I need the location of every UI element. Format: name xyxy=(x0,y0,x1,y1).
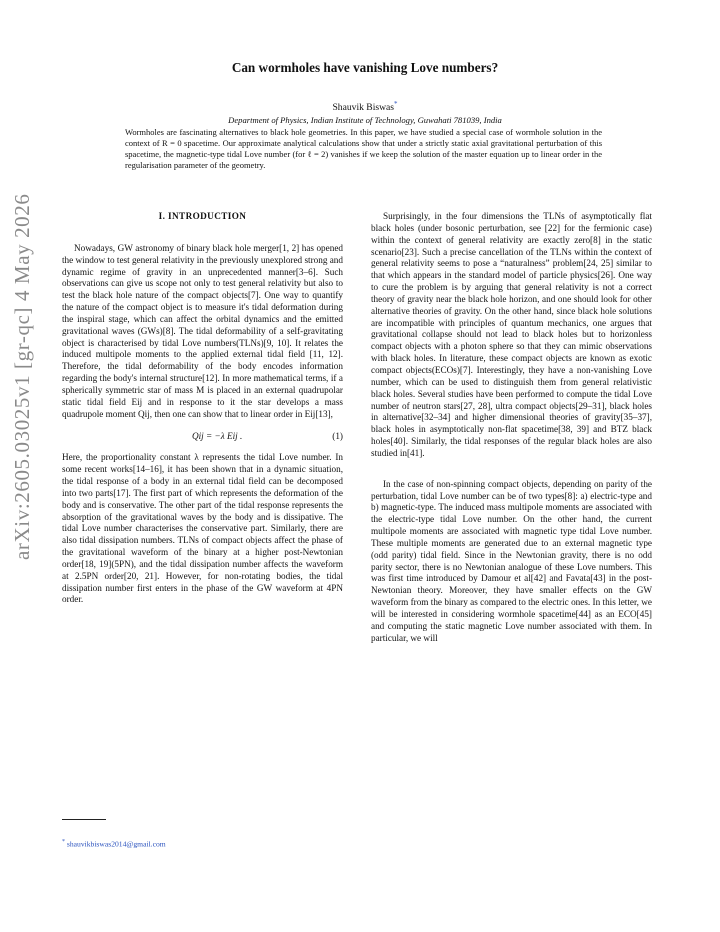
footnote xyxy=(62,839,166,849)
equation-1 xyxy=(62,431,343,443)
footnote-rule xyxy=(62,819,106,820)
intro-paragraph-2: Here, the proportionality constant λ represents the tidal Love number. In some recent works[14–16], it has been shown that in a dynamic situation, the tidal response of a body in an external tidal field can be decomposed into two parts[17]. The first part of which represents the deformation of the body and is conservative. The other part of the tidal response represents the absorption of the gravitational waves by the body and is dissipative. The tidal Love number characterises the conservative part. Similarly, there are also tidal dissipation numbers. TLNs of compact objects affect the phase of the gravitational waveform of the binary at a higher post-Newtonian order[18, 19](5PN), and the tidal dissipation number affects the waveform at 2.5PN order[20, 21]. However, for non-rotating bodies, the tidal dissipation number first enters in the phase of the GW waveform at 4PN order. xyxy=(62,452,343,605)
intro-paragraph-3: Surprisingly, in the four dimensions the TLNs of asymptotically flat black holes (under bosonic perturbation, see [22] for the fermionic case) within the context of general relativity are exactly zero[8] in the static scenario[23]. Such a precise cancellation of the TLNs within the context of general relativity seems to pose a “naturalness” problem[24, 25] similar to that which appears in the standard model of particle physics[26]. One way to cure the problem is by arguing that general relativity is not a correct theory of gravity near the black hole horizon, and one should look for other alternative theories of gravity. On the other hand, since black hole solutions are incompatible with principles of quantum mechanics, one argues that gravitational collapse should not lead to black holes but to horizonless compact objects with a photon sphere so that they can mimic observations with black holes. In literature, these compact objects are known as exotic compact objects(ECOs)[7]. Interestingly, they have a non-vanishing Love number, which can be used to distinguish them from general relativistic black holes. Several studies have been performed to compute the tidal Love number of neutron stars[27, 28], ultra compact objects[29–31], black holes in alternative[32–34] and higher dimensional theories of gravity[35–37], black holes in asymptotically non-flat spacetime[38, 39] and BTZ black holes[40]. Similarly, the tidal responses of the regular black holes are also studied in[41]. xyxy=(371,211,652,458)
section-heading: I. INTRODUCTION xyxy=(158,211,247,221)
paragraph-gap xyxy=(371,460,652,479)
intro-paragraph-1: Nowadays, GW astronomy of binary black hole merger[1, 2] has opened the window to test general relativity in the previously unexplored strong and dynamic regime of gravity in an unprecedented manner[3–6]. Such observations can give us scope not only to test general relativity but also to test the black hole nature of the compact objects[7]. One way to quantify the nature of the compact object is to measure it's tidal deformation during the inspiral stage, which can affect the orbital dynamics and the emitted gravitational waves (GWs)[8]. The tidal deformability of a self-gravitating object is characterised by tidal Love numbers(TLNs)[9, 10]. It relates the induced multipole moments to the applied external tidal field [11, 12]. Therefore, the tidal deformability of the body encodes information regarding the body's internal structure[12]. In more mathematical terms, if a spherically symmetric star of mass M is placed in an external quadrupolar static tidal field Eij and in response to it the star develops a mass quadrupole moment Qij, then one can show that to linear order in Eij[13], xyxy=(62,242,343,419)
abstract: Wormholes are fascinating alternatives to black hole geometries. In this paper, we have studied a special case of wormhole solution in the context of R = 0 spacetime. Our approximate analytical calculations show that under a strictly static axial gravitational perturbation of this spacetime, the magnetic-type tidal Love number (for ℓ = 2) vanishes if we keep the solution of the master equation up to linear order in the regularisation parameter of the geometry. xyxy=(125,127,602,170)
arxiv-identifier[interactable]: arXiv:2605.03025v1 [gr-qc] 4 May 2026 xyxy=(10,193,34,560)
equation-body: Qij = −λ Eij . xyxy=(191,430,243,441)
author-email-link[interactable]: shauvikbiswas2014@gmail.com xyxy=(66,839,166,849)
paper-header xyxy=(100,60,630,125)
affiliation: Department of Physics, Indian Institute of Technology, Guwahati 781039, India xyxy=(228,115,502,126)
author-footnote-mark[interactable]: * xyxy=(394,100,398,108)
footnote-mark: * xyxy=(62,839,65,845)
right-column xyxy=(371,211,652,645)
author-name: Shauvik Biswas xyxy=(332,102,395,114)
intro-paragraph-4: In the case of non-spinning compact objects, depending on parity of the perturbation, tidal Love number can be of two types[8]: a) electric-type and b) magnetic-type. The induced mass multipole moments are associated with the electric-type tidal Love number. On the other hand, the current multipole moments are associated with magnetic type tidal Love number. These multiple moments are generated due to an external magnetic type (odd parity) tidal field. Since in the Newtonian gravity, there is no odd parity sector, there is no Newtonian analogue of these Love numbers. This was first time introduced by Damour et al[42] and Favata[43] in the post-Newtonian theory. Moreover, they have smaller effects on the GW waveform from the binary as compared to the electric ones. In this letter, we will be interested in considering wormhole spacetime[44] as an ECO[45] and computing the static magnetic Love number associated with them. In particular, we will xyxy=(371,478,652,643)
equation-number: (1) xyxy=(332,430,343,441)
author-line xyxy=(100,100,630,113)
left-column xyxy=(62,211,343,606)
paper-title: Can wormholes have vanishing Love numbers? xyxy=(231,60,499,75)
